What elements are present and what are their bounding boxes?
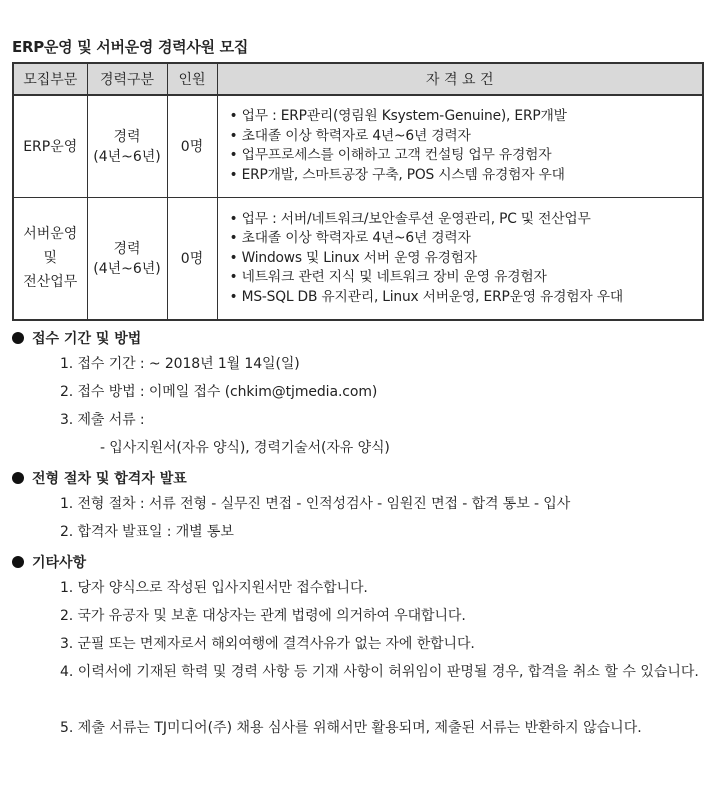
page-title: ERP운영 및 서버운영 경력사원 모집 [12, 38, 249, 56]
list-item: 2. 합격자 발표일 : 개별 통보 [60, 524, 234, 540]
list-item: 2. 접수 방법 : 이메일 접수 (chkim@tjmedia.com) [60, 384, 378, 400]
requirements-cell [217, 95, 703, 197]
count-cell: 0명 [167, 95, 217, 197]
table-header-row [13, 63, 703, 95]
dept-text: 전산업무 [23, 274, 78, 291]
dept-text: ERP운영 [23, 139, 78, 156]
dept-cell [13, 197, 87, 320]
bullet-icon [12, 332, 24, 344]
section-heading-process: 전형 절차 및 합격자 발표 [12, 468, 187, 488]
section-heading-etc: 기타사항 [12, 552, 86, 572]
table-row [13, 197, 703, 320]
header-dept: 모집부문 [13, 63, 87, 95]
list-item: • 업무 : 서버/네트워크/보안솔루션 운영관리, PC 및 전산업무 [230, 210, 703, 230]
list-item: • 업무프로세스를 이해하고 고객 컨설팅 업무 유경험자 [230, 146, 703, 166]
career-text: 경력 [113, 129, 141, 146]
career-text: 경력 [113, 241, 141, 258]
list-item: 3. 군필 또는 면제자로서 해외여행에 결격사유가 없는 자에 한합니다. [60, 636, 475, 652]
list-item: 2. 국가 유공자 및 보훈 대상자는 관계 법령에 의거하여 우대합니다. [60, 608, 466, 624]
list-item: • ERP개발, 스마트공장 구축, POS 시스템 유경험자 우대 [230, 166, 703, 186]
list-item: 4. 이력서에 기재된 학력 및 경력 사항 등 기재 사항이 허위임이 판명될 경우, 합격을 취소 할 수 있습니다. [60, 664, 699, 680]
career-range: (4년~6년) [93, 149, 161, 166]
requirements-cell [217, 197, 703, 320]
list-item: 3. 제출 서류 : [60, 412, 145, 428]
list-item: • 네트워크 관련 지식 및 네트워크 장비 운영 유경험자 [230, 268, 703, 288]
table-row [13, 95, 703, 197]
dept-text: 서버운영 [23, 226, 78, 243]
list-item: • MS-SQL DB 유지관리, Linux 서버운영, ERP운영 유경험자 우대 [230, 288, 703, 308]
header-requirements: 자 격 요 건 [217, 63, 703, 95]
bullet-icon [12, 472, 24, 484]
list-item: 1. 당자 양식으로 작성된 입사지원서만 접수합니다. [60, 580, 368, 596]
career-range: (4년~6년) [93, 261, 161, 278]
list-item: 1. 접수 기간 : ~ 2018년 1월 14일(일) [60, 356, 300, 372]
career-cell [87, 197, 167, 320]
dept-cell [13, 95, 87, 197]
list-item: 1. 전형 절차 : 서류 전형 - 실무진 면접 - 인적성검사 - 임원진 면접 - 합격 통보 - 입사 [60, 496, 571, 512]
section-heading-apply: 접수 기간 및 방법 [12, 328, 141, 348]
list-item: - 입사지원서(자유 양식), 경력기술서(자유 양식) [100, 440, 390, 456]
header-career: 경력구분 [87, 63, 167, 95]
bullet-icon [12, 556, 24, 568]
dept-text: 및 [43, 250, 58, 267]
list-item: 5. 제출 서류는 TJ미디어(주) 채용 심사를 위해서만 활용되며, 제출된 서류는 반환하지 않습니다. [60, 720, 642, 736]
list-item: • 초대졸 이상 학력자로 4년~6년 경력자 [230, 127, 703, 147]
count-cell: 0명 [167, 197, 217, 320]
header-count: 인원 [167, 63, 217, 95]
career-cell [87, 95, 167, 197]
list-item: • Windows 및 Linux 서버 운영 유경험자 [230, 249, 703, 269]
list-item: • 초대졸 이상 학력자로 4년~6년 경력자 [230, 229, 703, 249]
requirements-table [12, 62, 704, 321]
list-item: • 업무 : ERP관리(영림원 Ksystem-Genuine), ERP개발 [230, 107, 703, 127]
